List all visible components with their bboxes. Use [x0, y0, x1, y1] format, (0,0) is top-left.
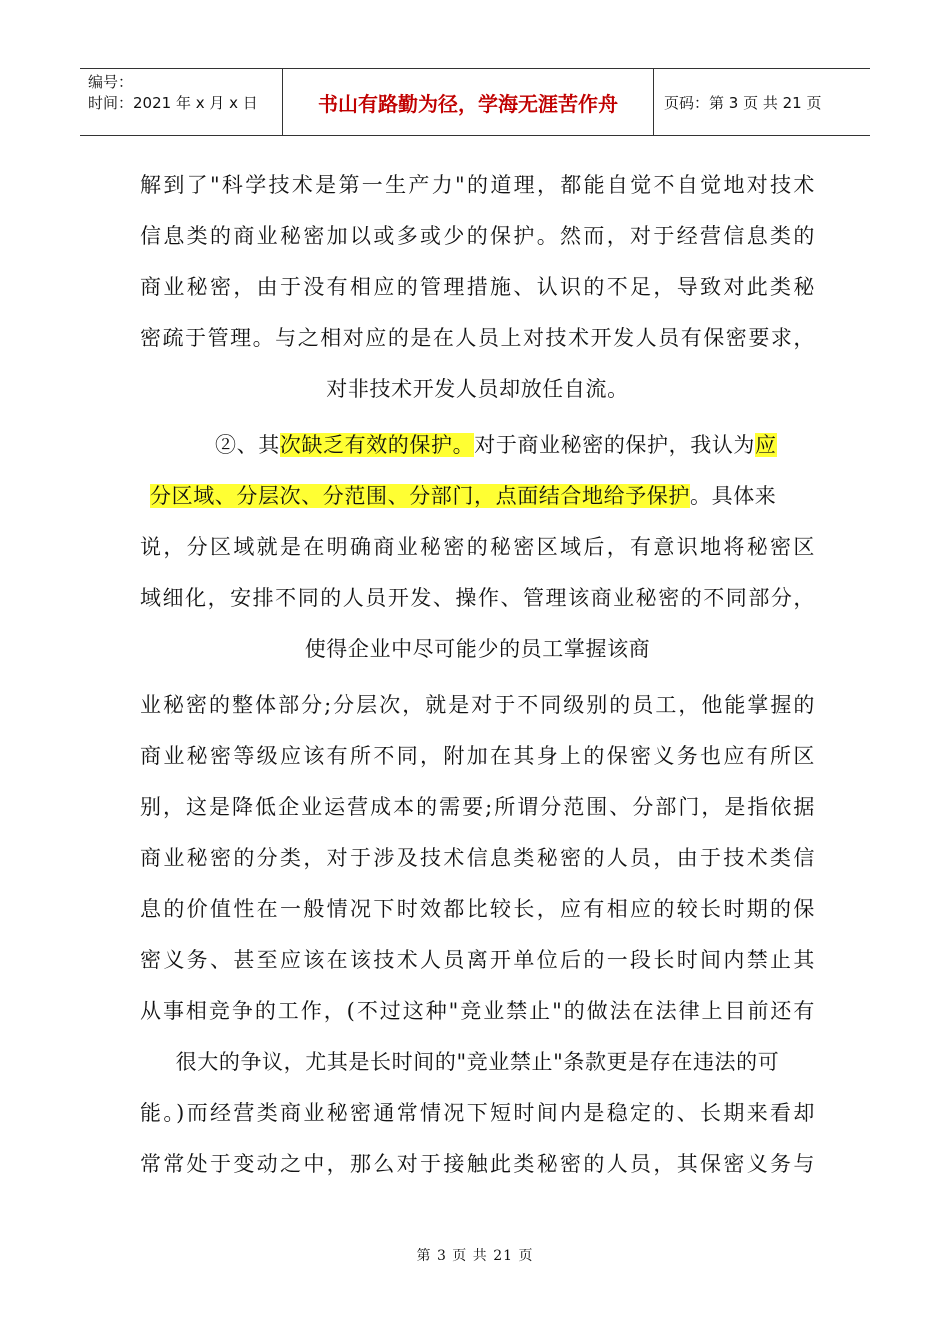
text-line: 解到了"科学技术是第一生产力"的道理，都能自觉不自觉地对技术	[140, 173, 815, 197]
text-line: 域细化，安排不同的人员开发、操作、管理该商业秘密的不同部分，	[140, 586, 815, 610]
text-line	[140, 471, 815, 522]
text-line: 密义务、甚至应该在该技术人员离开单位后的一段长时间内禁止其	[140, 948, 815, 972]
paragraph-1	[140, 160, 815, 415]
text-span: 对于商业秘密的保护，我认为	[474, 433, 756, 457]
text-line: 说，分区域就是在明确商业秘密的秘密区域后，有意识地将秘密区	[140, 535, 815, 559]
highlighted-text: 次缺乏有效的保护。	[279, 433, 475, 457]
text-line	[140, 420, 815, 471]
highlighted-text: 应	[755, 433, 777, 457]
text-line: 别，这是降低企业运营成本的需要;所谓分范围、分部门，是指依据	[140, 795, 815, 819]
header-motto: 书山有路勤为径，学海无涯苦作舟	[283, 69, 654, 135]
page-footer: 第 3 页 共 21 页	[416, 1248, 534, 1264]
page-header	[80, 68, 870, 136]
header-page-number: 页码：第 3 页 共 21 页	[664, 93, 822, 112]
text-span: 。具体来	[690, 484, 777, 508]
text-line: 商业秘密，由于没有相应的管理措施、认识的不足，导致对此类秘	[140, 275, 815, 299]
text-line: 很大的争议，尤其是长时间的"竞业禁止"条款更是存在违法的可	[175, 1050, 780, 1074]
text-line: 信息类的商业秘密加以或多或少的保护。然而，对于经营信息类的	[140, 224, 815, 248]
paragraph-3	[140, 680, 815, 1190]
text-line: 息的价值性在一般情况下时效都比较长，应有相应的较长时期的保	[140, 897, 815, 921]
header-meta	[80, 69, 283, 135]
text-line: 常常处于变动之中，那么对于接触此类秘密的人员，其保密义务与	[140, 1152, 815, 1176]
text-line: 商业秘密等级应该有所不同，附加在其身上的保密义务也应有所区	[140, 744, 815, 768]
text-line: 密疏于管理。与之相对应的是在人员上对技术开发人员有保密要求，	[140, 326, 815, 350]
paragraph-2	[140, 420, 815, 675]
date-label: 时间：2021 年 x 月 x 日	[88, 94, 258, 112]
number-label: 编号：	[88, 73, 134, 91]
text-line: 对非技术开发人员却放任自流。	[326, 377, 629, 401]
text-line: 从事相竞争的工作，(不过这种"竞业禁止"的做法在法律上目前还有	[140, 999, 815, 1023]
text-line: 业秘密的整体部分;分层次，就是对于不同级别的员工，他能掌握的	[140, 693, 815, 717]
highlighted-text: 分区域、分层次、分范围、分部门，点面结合地给予保护	[150, 484, 690, 508]
text-span: ②、其	[215, 433, 280, 457]
text-line: 能。)而经营类商业秘密通常情况下短时间内是稳定的、长期来看却	[140, 1101, 815, 1125]
text-line: 使得企业中尽可能少的员工掌握该商	[304, 637, 651, 661]
text-line: 商业秘密的分类，对于涉及技术信息类秘密的人员，由于技术类信	[140, 846, 815, 870]
